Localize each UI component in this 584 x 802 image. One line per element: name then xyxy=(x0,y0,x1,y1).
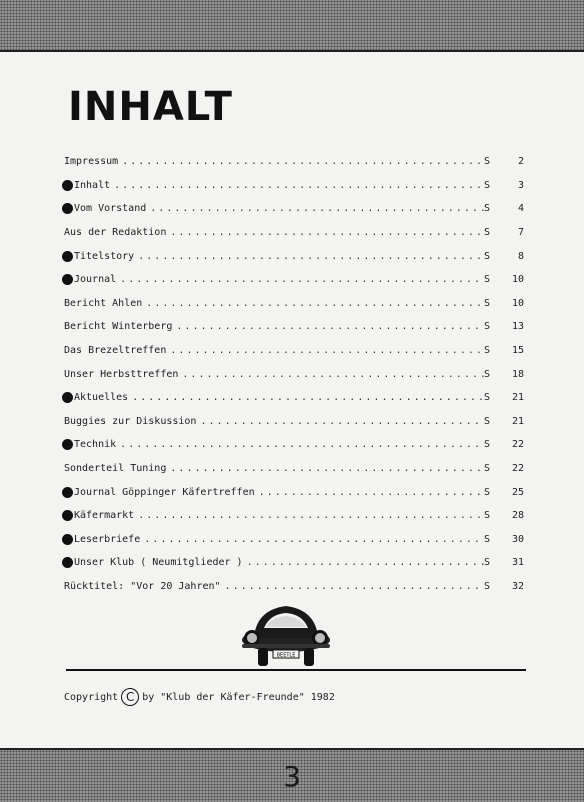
toc-row xyxy=(64,575,524,599)
toc-entry-page: 8 xyxy=(517,250,524,262)
toc-row xyxy=(64,174,524,198)
toc-row xyxy=(64,315,524,339)
toc-entry-label: Impressum xyxy=(64,156,119,168)
toc-entry-label: Buggies zur Diskussion xyxy=(64,415,197,427)
toc-entry-label: Inhalt xyxy=(74,179,111,191)
toc-entry-page: 10 xyxy=(511,274,524,286)
toc-entry-label: Titelstory xyxy=(74,250,135,262)
toc-entry-label: Vom Vorstand xyxy=(74,203,147,215)
toc-entry-label: Technik xyxy=(74,439,117,451)
toc-entry-page: 28 xyxy=(511,510,524,522)
leader-dots xyxy=(259,487,484,498)
toc-entry-page: 30 xyxy=(511,533,524,545)
page-prefix: S xyxy=(484,463,491,475)
page-prefix: S xyxy=(484,533,491,545)
page-prefix: S xyxy=(484,415,491,427)
toc-row xyxy=(64,362,524,386)
toc-row xyxy=(64,551,524,575)
bullet-icon xyxy=(62,392,73,403)
copyright-icon: C xyxy=(121,688,139,706)
leader-dots xyxy=(176,321,484,332)
page-prefix: S xyxy=(484,274,491,286)
page-prefix: S xyxy=(484,321,491,333)
page-prefix: S xyxy=(484,345,491,357)
leader-dots xyxy=(182,369,484,380)
toc-entry-label: Unser Herbsttreffen xyxy=(64,368,179,380)
toc-entry-page: 18 xyxy=(511,368,524,380)
leader-dots xyxy=(200,416,484,427)
leader-dots xyxy=(120,439,484,450)
vw-beetle-icon xyxy=(240,598,332,668)
toc-row xyxy=(64,433,524,457)
leader-dots xyxy=(138,510,484,521)
table-of-contents xyxy=(64,150,524,598)
bullet-icon xyxy=(62,251,73,262)
toc-entry-label: Unser Klub ( Neumitglieder ) xyxy=(74,557,243,569)
page-prefix: S xyxy=(484,203,491,215)
page-prefix: S xyxy=(484,439,491,451)
bullet-icon xyxy=(62,439,73,450)
toc-entry-label: Bericht Ahlen xyxy=(64,297,143,309)
leader-dots xyxy=(150,203,484,214)
toc-entry-label: Bericht Winterberg xyxy=(64,321,173,333)
toc-entry-page: 4 xyxy=(517,203,524,215)
toc-row xyxy=(64,386,524,410)
bullet-icon xyxy=(62,510,73,521)
toc-row xyxy=(64,150,524,174)
toc-row xyxy=(64,244,524,268)
leader-dots xyxy=(170,345,484,356)
leader-dots xyxy=(146,298,484,309)
toc-entry-label: Journal Göppinger Käfertreffen xyxy=(74,486,255,498)
toc-entry-page: 15 xyxy=(511,345,524,357)
toc-entry-page: 2 xyxy=(517,156,524,168)
toc-row xyxy=(64,410,524,434)
toc-entry-label: Das Brezeltreffen xyxy=(64,345,167,357)
toc-entry-label: Aktuelles xyxy=(74,392,129,404)
toc-row xyxy=(64,268,524,292)
toc-row xyxy=(64,480,524,504)
toc-entry-label: Journal xyxy=(74,274,117,286)
copyright-line xyxy=(64,688,335,706)
toc-entry-label: Käfermarkt xyxy=(74,510,135,522)
page-prefix: S xyxy=(484,557,491,569)
page-prefix: S xyxy=(484,510,491,522)
leader-dots xyxy=(170,463,484,474)
toc-row xyxy=(64,197,524,221)
page-prefix: S xyxy=(484,368,491,380)
bullet-icon xyxy=(62,557,73,568)
toc-entry-page: 22 xyxy=(511,439,524,451)
leader-dots xyxy=(120,274,484,285)
bullet-icon xyxy=(62,180,73,191)
toc-entry-page: 32 xyxy=(511,580,524,592)
bullet-icon xyxy=(62,274,73,285)
page-prefix: S xyxy=(484,179,491,191)
footer-divider xyxy=(66,669,526,671)
toc-row xyxy=(64,504,524,528)
copyright-text: by "Klub der Käfer-Freunde" 1982 xyxy=(142,691,335,703)
page-prefix: S xyxy=(484,156,491,168)
leader-dots xyxy=(122,156,484,167)
toc-entry-page: 25 xyxy=(511,486,524,498)
top-halftone-band xyxy=(0,0,584,52)
license-plate-text: BEETLE xyxy=(276,652,296,659)
leader-dots xyxy=(138,251,484,262)
leader-dots xyxy=(247,557,484,568)
bullet-icon xyxy=(62,534,73,545)
toc-entry-label: Aus der Redaktion xyxy=(64,227,167,239)
toc-entry-label: Sonderteil Tuning xyxy=(64,463,167,475)
toc-entry-label: Leserbriefe xyxy=(74,533,141,545)
toc-entry-page: 22 xyxy=(511,463,524,475)
page-prefix: S xyxy=(484,227,491,239)
leader-dots xyxy=(114,180,484,191)
toc-row xyxy=(64,339,524,363)
toc-entry-page: 21 xyxy=(511,392,524,404)
leader-dots xyxy=(132,392,484,403)
toc-row xyxy=(64,528,524,552)
leader-dots xyxy=(225,581,484,592)
leader-dots xyxy=(144,534,484,545)
toc-row xyxy=(64,292,524,316)
page-prefix: S xyxy=(484,250,491,262)
page-prefix: S xyxy=(484,297,491,309)
page-number: 3 xyxy=(283,760,301,793)
page-prefix: S xyxy=(484,392,491,404)
page-prefix: S xyxy=(484,580,491,592)
toc-entry-page: 21 xyxy=(511,415,524,427)
bullet-icon xyxy=(62,487,73,498)
toc-entry-page: 31 xyxy=(511,557,524,569)
bullet-icon xyxy=(62,203,73,214)
toc-row xyxy=(64,457,524,481)
leader-dots xyxy=(170,227,484,238)
toc-entry-page: 13 xyxy=(511,321,524,333)
toc-row xyxy=(64,221,524,245)
toc-entry-page: 7 xyxy=(517,227,524,239)
page-title: INHALT xyxy=(68,84,233,130)
toc-entry-label: Rücktitel: "Vor 20 Jahren" xyxy=(64,580,221,592)
toc-entry-page: 10 xyxy=(511,297,524,309)
copyright-prefix: Copyright xyxy=(64,691,119,703)
page-prefix: S xyxy=(484,486,491,498)
toc-entry-page: 3 xyxy=(517,179,524,191)
